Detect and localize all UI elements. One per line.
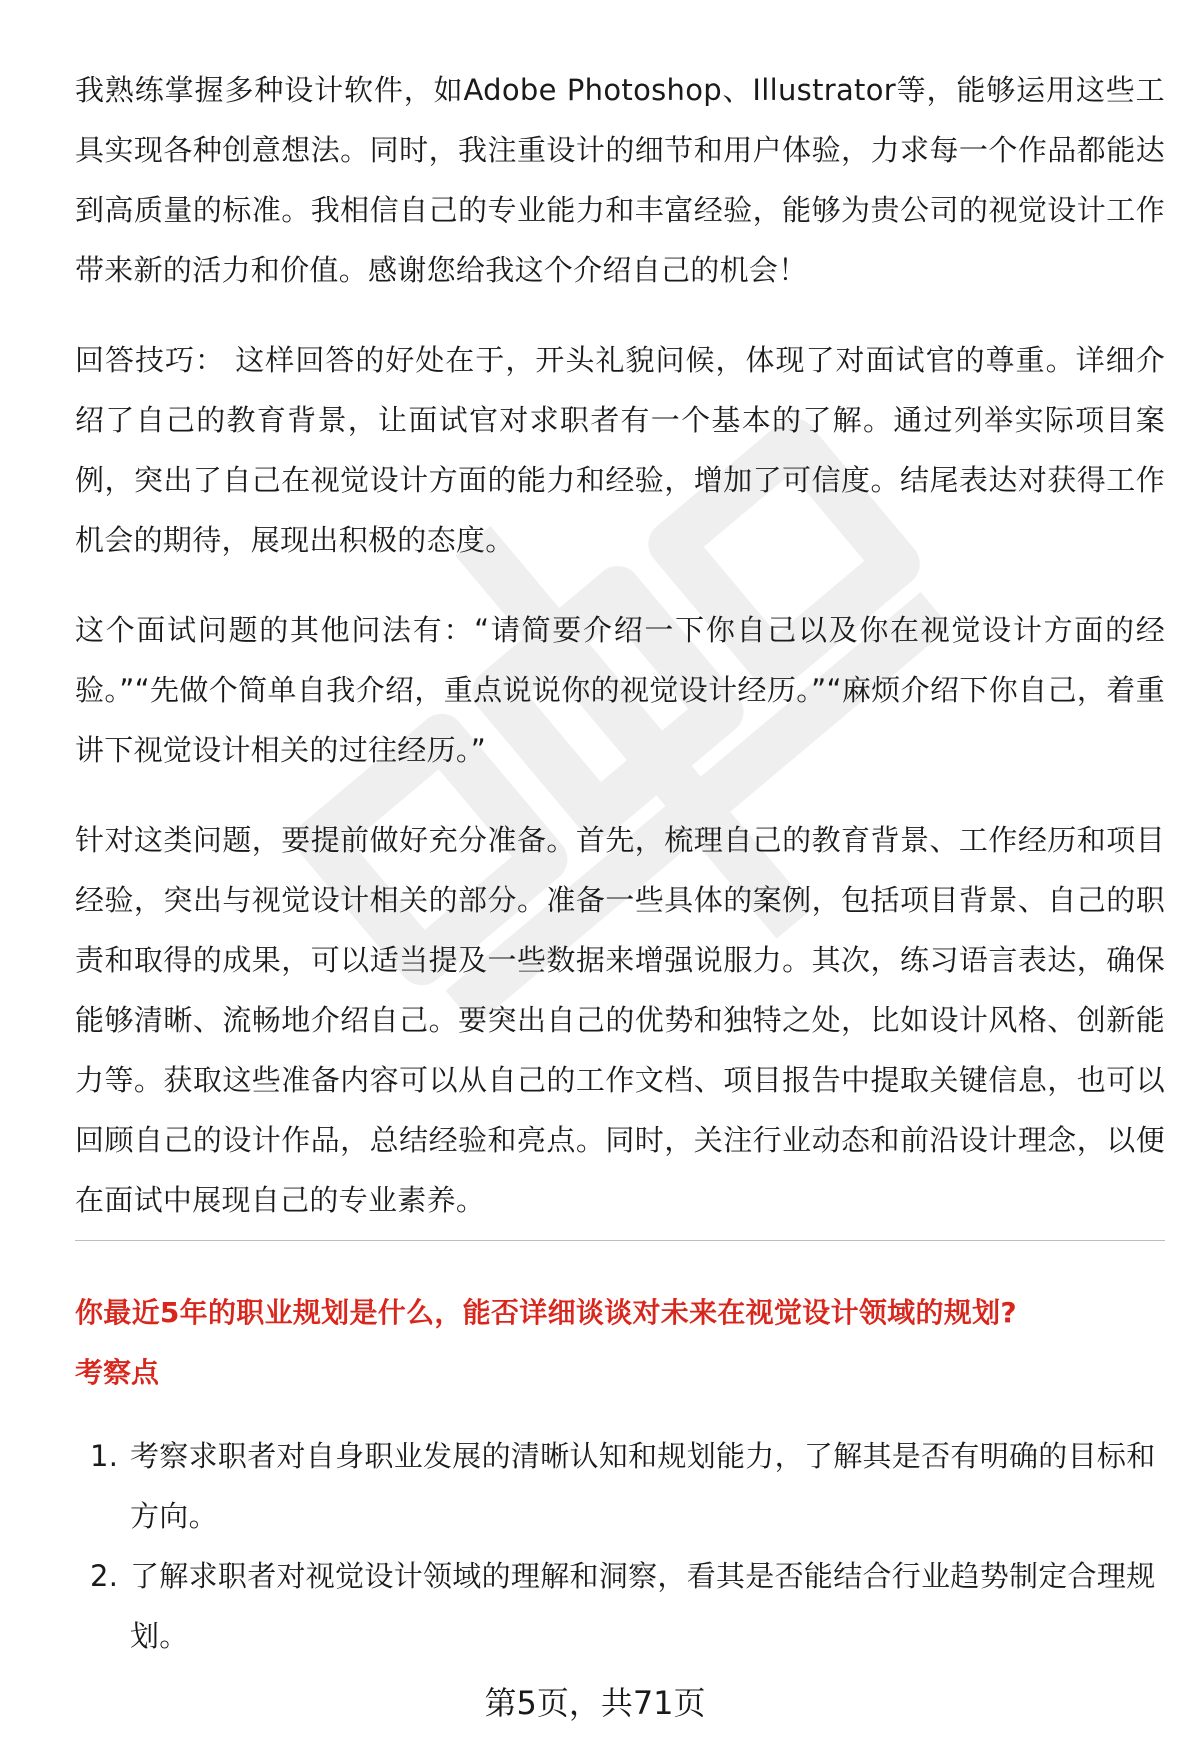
paragraph-alternate-questions: 这个面试问题的其他问法有：“请简要介绍一下你自己以及你在视觉设计方面的经验。”“先做个简单自我介绍，重点说说你的视觉设计经历。”“麻烦介绍下你自己，着重讲下视觉设计相关的过往经历。” xyxy=(75,613,1165,767)
interview-question: 你最近5年的职业规划是什么，能否详细谈谈对未来在视觉设计领域的规划? xyxy=(75,1296,1017,1329)
list-item xyxy=(75,1426,1165,1546)
list-item xyxy=(75,1546,1165,1666)
section-divider xyxy=(75,1240,1165,1241)
paragraph-preparation-advice: 针对这类问题，要提前做好充分准备。首先，梳理自己的教育背景、工作经历和项目经验，突出与视觉设计相关的部分。准备一些具体的案例，包括项目背景、自己的职责和取得的成果，可以适当提及一些数据来增强说服力。其次，练习语言表达，确保能够清晰、流畅地介绍自己。要突出自己的优势和独特之处，比如设计风格、创新能力等。获取这些准备内容可以从自己的工作文档、项目报告中提取关键信息，也可以回顾自己的设计作品，总结经验和亮点。同时，关注行业动态和前沿设计理念，以便在面试中展现自己的专业素养。 xyxy=(75,823,1165,1217)
paragraph-answer-tips: 回答技巧： 这样回答的好处在于，开头礼貌问候，体现了对面试官的尊重。详细介绍了自己的教育背景，让面试官对求职者有一个基本的了解。通过列举实际项目案例，突出了自己在视觉设计方面的能力和经验，增加了可信度。结尾表达对获得工作机会的期待，展现出积极的态度。 xyxy=(75,343,1165,557)
paragraph-intro-ending: 我熟练掌握多种设计软件，如Adobe Photoshop、Illustrator等，能够运用这些工具实现各种创意想法。同时，我注重设计的细节和用户体验，力求每一个作品都能达到高质量的标准。我相信自己的专业能力和丰富经验，能够为贵公司的视觉设计工作带来新的活力和价值。感谢您给我这个介绍自己的机会！ xyxy=(75,73,1165,287)
page-number: 第5页，共71页 xyxy=(484,1684,706,1722)
list-item-text: 了解求职者对视觉设计领域的理解和洞察，看其是否能结合行业趋势制定合理规划。 xyxy=(130,1559,1156,1653)
document-body xyxy=(75,60,1165,1230)
list-number: 1. xyxy=(90,1439,119,1473)
assessment-points-list xyxy=(75,1426,1165,1666)
list-item-text: 考察求职者对自身职业发展的清晰认知和规划能力，了解其是否有明确的目标和方向。 xyxy=(130,1439,1156,1533)
assessment-points-heading: 考察点 xyxy=(75,1356,160,1389)
list-number: 2. xyxy=(90,1559,119,1593)
